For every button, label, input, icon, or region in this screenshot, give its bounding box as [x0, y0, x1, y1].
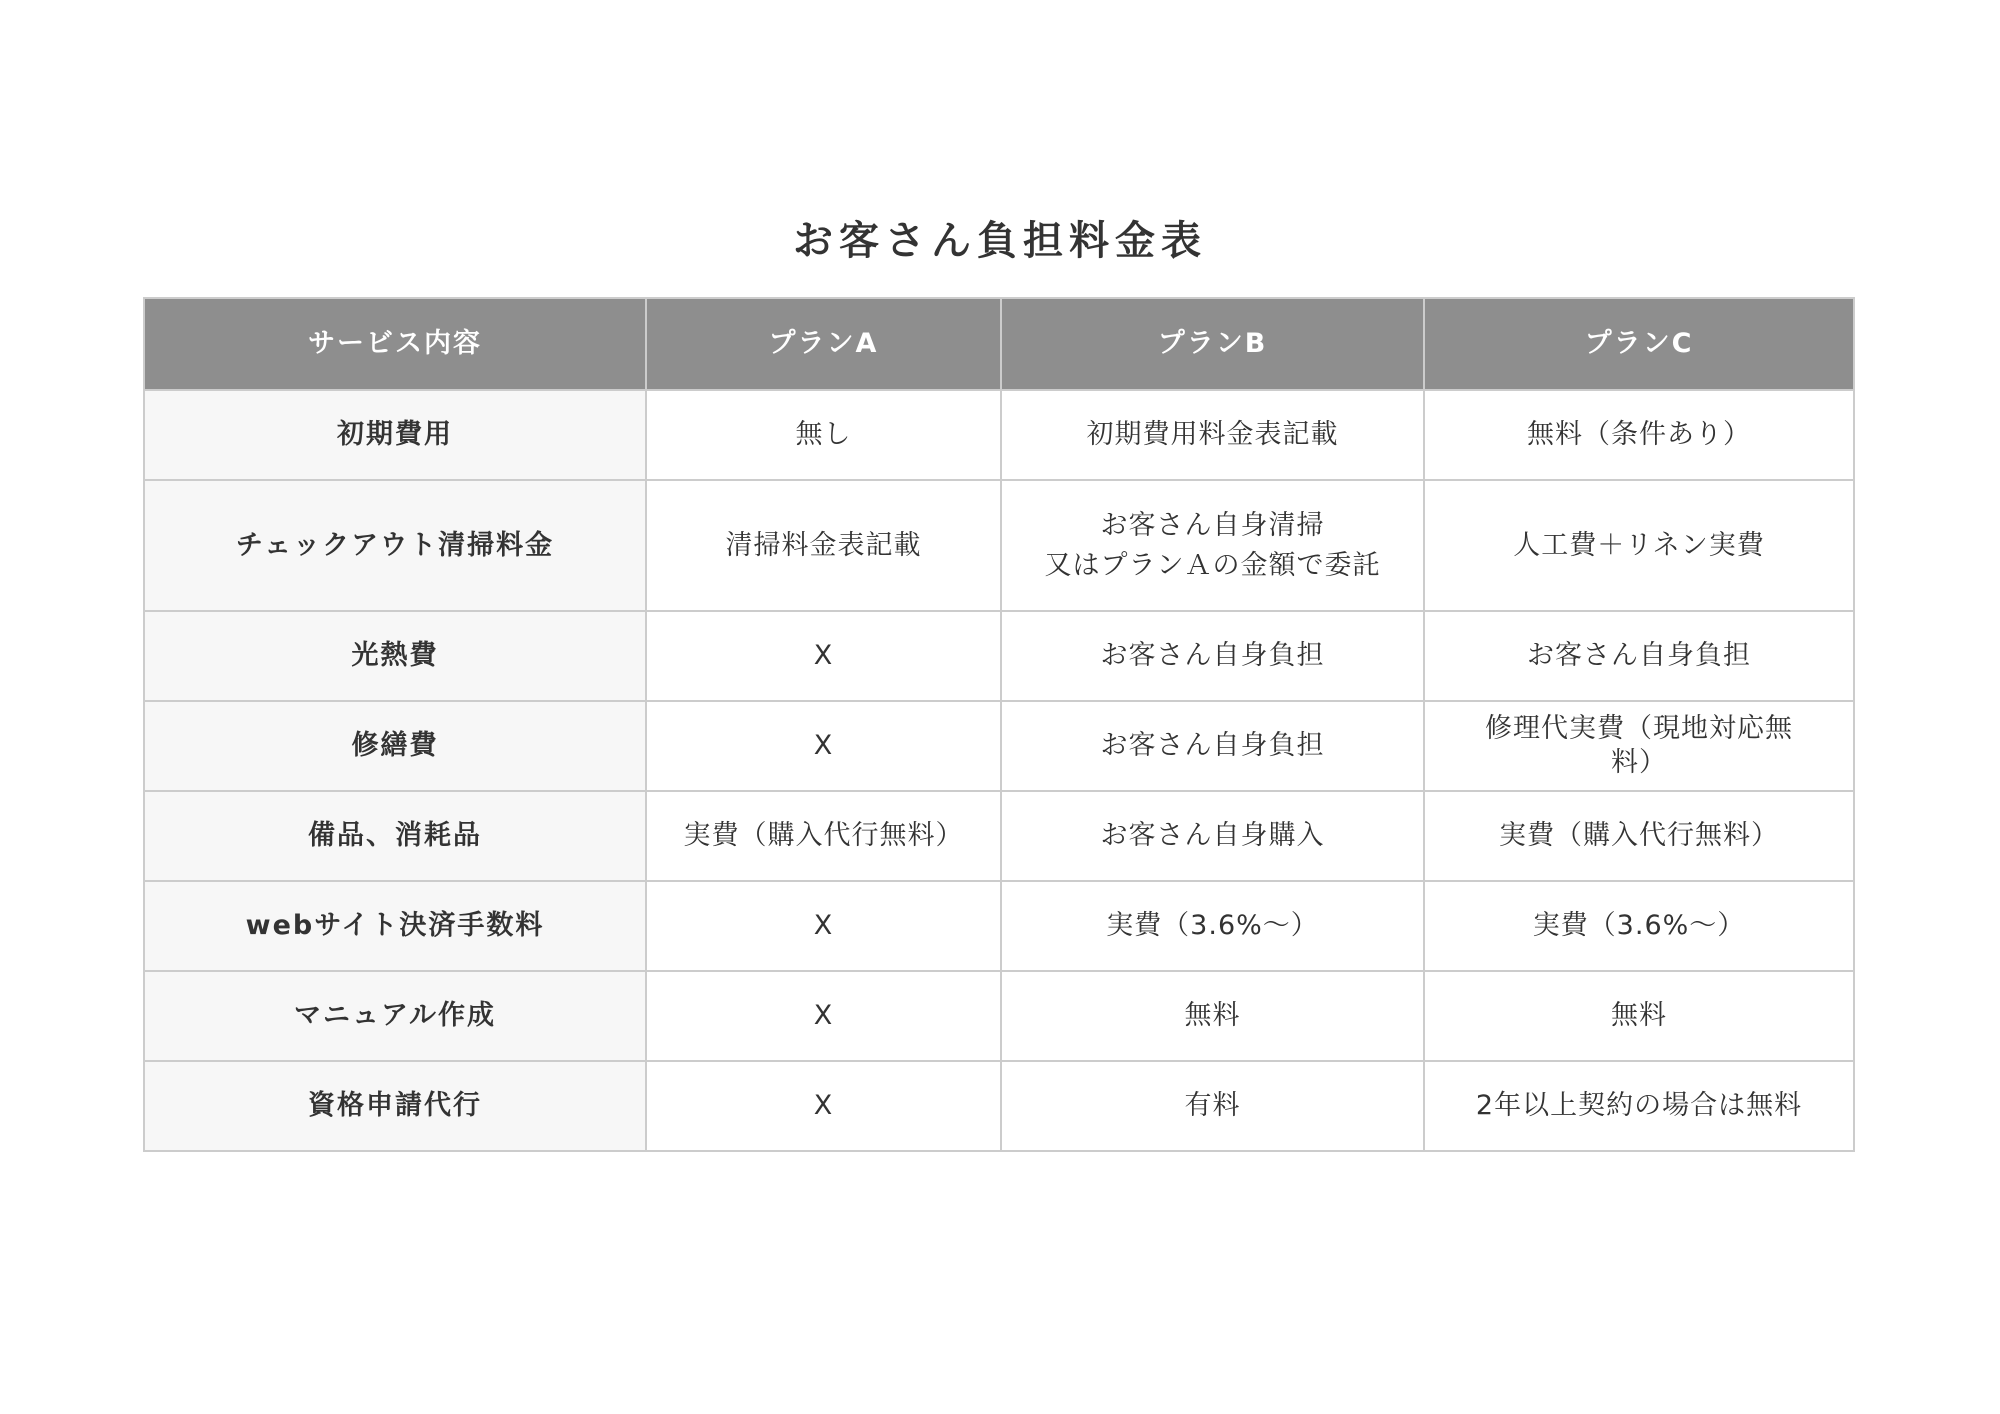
table-row [144, 881, 1854, 971]
table-row [144, 390, 1854, 480]
cell-plan-c: 無料 [1424, 971, 1854, 1061]
cell-plan-b: お客さん自身負担 [1001, 611, 1424, 701]
table-header-row [144, 298, 1854, 390]
cell-plan-a: X [646, 611, 1001, 701]
cell-plan-a: X [646, 881, 1001, 971]
cell-plan-c: 人工費＋リネン実費 [1424, 480, 1854, 611]
table-row [144, 1061, 1854, 1151]
row-label: マニュアル作成 [144, 971, 646, 1061]
cell-plan-c: 修理代実費（現地対応無 料） [1424, 701, 1854, 791]
cell-plan-c: お客さん自身負担 [1424, 611, 1854, 701]
cell-plan-c: 2年以上契約の場合は無料 [1424, 1061, 1854, 1151]
row-label: 光熱費 [144, 611, 646, 701]
cell-plan-b: 実費（3.6%～） [1001, 881, 1424, 971]
row-label: チェックアウト清掃料金 [144, 480, 646, 611]
cell-plan-b: お客さん自身清掃 又はプランＡの金額で委託 [1001, 480, 1424, 611]
row-label: webサイト決済手数料 [144, 881, 646, 971]
cell-plan-c: 実費（購入代行無料） [1424, 791, 1854, 881]
row-label: 修繕費 [144, 701, 646, 791]
table-row [144, 480, 1854, 611]
cell-plan-c: 実費（3.6%～） [1424, 881, 1854, 971]
cell-plan-a: X [646, 1061, 1001, 1151]
header-plan-a: プランA [646, 298, 1001, 390]
row-label: 資格申請代行 [144, 1061, 646, 1151]
cell-plan-b: 無料 [1001, 971, 1424, 1061]
cell-plan-b: 有料 [1001, 1061, 1424, 1151]
header-plan-b: プランB [1001, 298, 1424, 390]
header-service: サービス内容 [144, 298, 646, 390]
cell-plan-b: お客さん自身負担 [1001, 701, 1424, 791]
cell-plan-b: 初期費用料金表記載 [1001, 390, 1424, 480]
cell-plan-a: X [646, 701, 1001, 791]
table-row [144, 971, 1854, 1061]
cell-plan-c: 無料（条件あり） [1424, 390, 1854, 480]
fee-table [143, 297, 1855, 1152]
table-row [144, 701, 1854, 791]
row-label: 備品、消耗品 [144, 791, 646, 881]
cell-plan-a: 実費（購入代行無料） [646, 791, 1001, 881]
cell-plan-a: 清掃料金表記載 [646, 480, 1001, 611]
header-plan-c: プランC [1424, 298, 1854, 390]
cell-plan-a: X [646, 971, 1001, 1061]
cell-plan-a: 無し [646, 390, 1001, 480]
page-title: お客さん負担料金表 [793, 217, 1207, 264]
table-row [144, 611, 1854, 701]
cell-plan-b: お客さん自身購入 [1001, 791, 1424, 881]
table-row [144, 791, 1854, 881]
row-label: 初期費用 [144, 390, 646, 480]
